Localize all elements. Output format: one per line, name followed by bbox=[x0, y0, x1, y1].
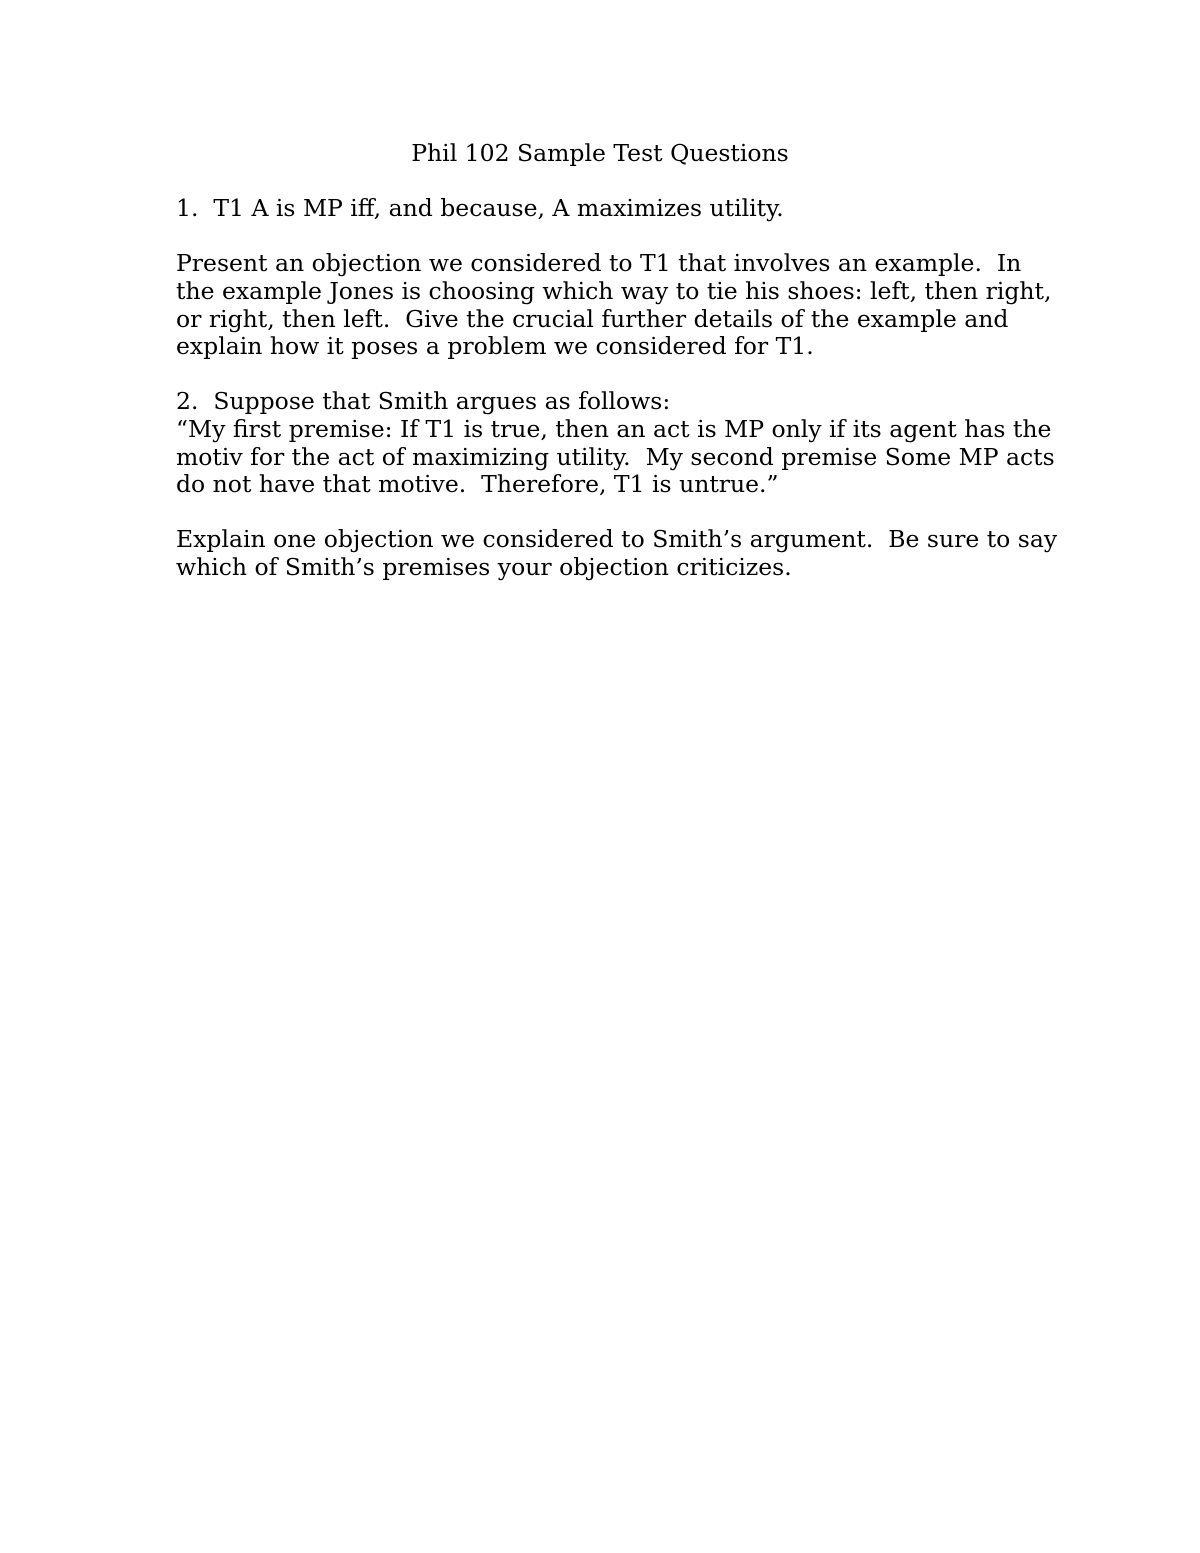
question-1-paragraph-line: explain how it poses a problem we considered for T1. bbox=[176, 332, 814, 361]
question-2-quote-line: “My first premise: If T1 is true, then an act is MP only if its agent has the bbox=[176, 414, 1052, 443]
spacer bbox=[176, 499, 1076, 527]
document-body bbox=[176, 140, 1076, 582]
question-2-paragraph-line: Explain one objection we considered to Smith’s argument. Be sure to say bbox=[176, 525, 1058, 554]
spacer bbox=[176, 223, 1076, 251]
question-2-statement: 2. Suppose that Smith argues as follows: bbox=[176, 387, 671, 416]
question-1-paragraph-line: or right, then left. Give the crucial further details of the example and bbox=[176, 304, 1009, 333]
question-2-quote-line: do not have that motive. Therefore, T1 is untrue.” bbox=[176, 470, 779, 499]
question-1-statement: 1. T1 A is MP iff, and because, A maximizes utility. bbox=[176, 194, 784, 223]
question-2-quote-line: motiv for the act of maximizing utility. My second premise Some MP acts bbox=[176, 442, 1055, 471]
question-1-paragraph-line: the example Jones is choosing which way to tie his shoes: left, then right, bbox=[176, 276, 1052, 305]
question-2-paragraph-line: which of Smith’s premises your objection criticizes. bbox=[176, 552, 792, 581]
question-1-paragraph-line: Present an objection we considered to T1 that involves an example. In bbox=[176, 249, 1022, 278]
spacer bbox=[176, 361, 1076, 389]
document-title: Phil 102 Sample Test Questions bbox=[411, 139, 789, 167]
spacer bbox=[176, 168, 1076, 196]
